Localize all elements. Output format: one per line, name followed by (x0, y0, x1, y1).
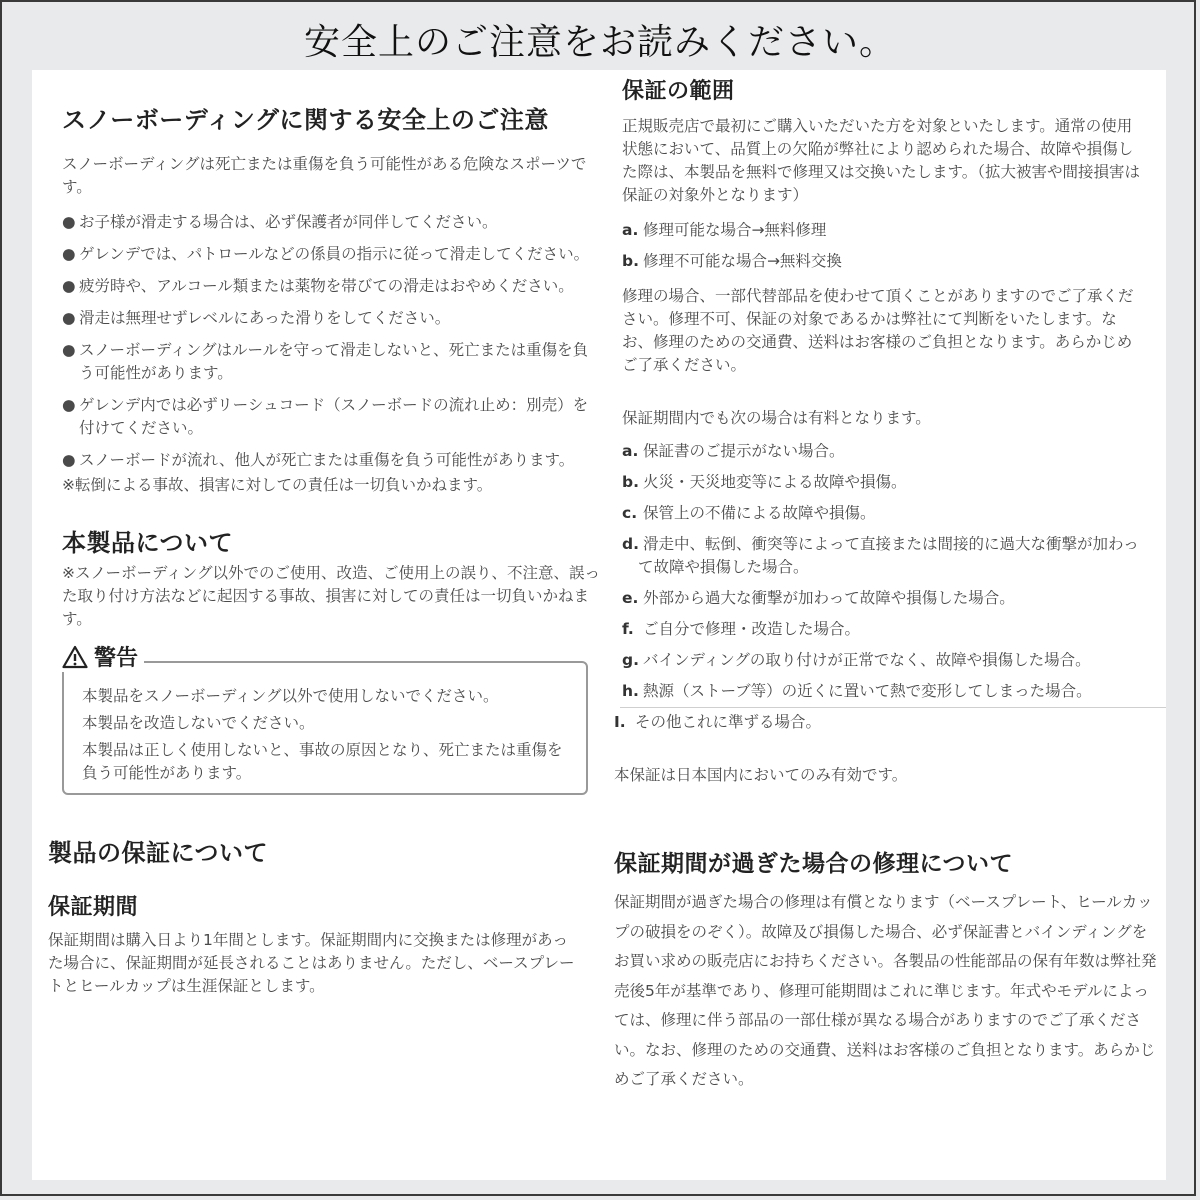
left-column (48, 100, 602, 998)
list-item: a. 保証書のご提示がない場合。 (622, 442, 845, 460)
warning-line: 本製品は正しく使用しないと、事故の原因となり、死亡または重傷を負う可能性があります。 (82, 741, 563, 782)
list-item: b. 修理不可能な場合→無料交換 (622, 252, 842, 270)
list-item: ● 滑走は無理せずレベルにあった滑りをしてください。 (62, 309, 451, 327)
guarantee-heading: 製品の保証について (48, 839, 269, 867)
list-item: h. 熱源（ストーブ等）の近くに置いて熱で変形してしまった場合。 (622, 682, 1092, 700)
scope-heading: 保証の範囲 (622, 79, 735, 104)
list-item: ● 疲労時や、アルコール類または薬物を帯びての滑走はおやめください。 (62, 277, 574, 295)
list-item: b. 火災・天災地変等による故障や損傷。 (622, 473, 907, 491)
period-heading: 保証期間 (48, 895, 139, 920)
period-text: 保証期間は購入日より1年間とします。保証期間内に交換または修理があった場合に、保証期間が延長されることはありません。ただし、ベースプレートとヒールカップは生涯保証とします。 (48, 931, 575, 995)
list-item: c. 保管上の不備による故障や損傷。 (622, 504, 876, 522)
list-item: ● スノーボーディングはルールを守って滑走しないと、死亡または重傷を負う可能性があります。 (62, 341, 589, 382)
snow-safety-list (62, 211, 602, 472)
list-item: a. 修理可能な場合→無料修理 (622, 221, 827, 239)
liability-note: ※転倒による事故、損害に対しての責任は一切負いかねます。 (62, 476, 493, 494)
list-item: ● ゲレンデ内では必ずリーシュコード（スノーボードの流れ止め：別売）を付けてください。 (62, 396, 589, 437)
list-item: d. 滑走中、転倒、衝突等によって直接または間接的に過大な衝撃が加わって故障や損傷した場合。 (622, 535, 1139, 576)
list-item: I. その他これに準ずる場合。 (614, 713, 821, 731)
scope-options (622, 219, 1160, 273)
warning-title: 警告 (94, 646, 139, 671)
divider-line (620, 707, 1166, 708)
document-sheet (32, 70, 1166, 1180)
repair-text: 修理の場合、一部代替部品を使わせて頂くことがありますのでご了承ください。修理不可、保証の対象であるかは弊社にて判断をいたします。なお、修理のための交通費、送料はお客様のご負担となります。あらかじめご了承ください。 (622, 287, 1134, 374)
list-item: ● ゲレンデでは、パトロールなどの係員の指示に従って滑走してください。 (62, 245, 590, 263)
warning-header (56, 641, 144, 672)
page-title: 安全上のご注意をお読みください。 (303, 22, 896, 63)
paid-cases-list (614, 440, 1142, 734)
domestic-note: 本保証は日本国内においてのみ有効です。 (614, 766, 908, 784)
right-column (614, 70, 1160, 1095)
warning-line: 本製品を改造しないでください。 (82, 714, 315, 732)
product-text: ※スノーボーディング以外でのご使用、改造、ご使用上の誤り、不注意、誤った取り付け方法などに起因する事故、損害に対しての責任は一切負いかねます。 (62, 564, 600, 628)
warning-triangle-icon (62, 645, 88, 669)
snow-safety-heading: スノーボーディングに関する安全上のご注意 (62, 106, 549, 134)
list-item: e. 外部から過大な衝撃が加わって故障や損傷した場合。 (622, 589, 1015, 607)
list-item: g. バインディングの取り付けが正常でなく、故障や損傷した場合。 (622, 651, 1091, 669)
list-item: ● お子様が滑走する場合は、必ず保護者が同伴してください。 (62, 213, 498, 231)
after-period-text: 保証期間が過ぎた場合の修理は有償となります（ベースプレート、ヒールカップの破損をのぞく）。故障及び損傷した場合、必ず保証書とバインディングをお買い求めの販売店にお持ちください。各製品の性能部品の保有年数は弊社発売後5年が基準であり、修理可能期間はこれに準じます。年式やモデルによっては、修理に伴う部品の一部仕様が異なる場合がありますのでご了承ください。なお、修理のための交通費、送料はお客様のご負担となります。あらかじめご了承ください。 (614, 893, 1157, 1088)
after-period-heading: 保証期間が過ぎた場合の修理について (614, 851, 1014, 877)
list-item: ● スノーボードが流れ、他人が死亡または重傷を負う可能性があります。 (62, 451, 575, 469)
list-item: f. ご自分で修理・改造した場合。 (622, 620, 860, 638)
warning-line: 本製品をスノーボーディング以外で使用しないでください。 (82, 687, 499, 705)
product-heading: 本製品について (62, 529, 234, 557)
snow-intro: スノーボーディングは死亡または重傷を負う可能性がある危険なスポーツです。 (62, 155, 587, 196)
warning-box (62, 646, 588, 795)
paid-intro: 保証期間内でも次の場合は有料となります。 (622, 409, 931, 427)
scope-text: 正規販売店で最初にご購入いただいた方を対象といたします。通常の使用状態において、品質上の欠陥が弊社により認められた場合、故障や損傷した際は、本製品を無料で修理又は交換いたします。（拡大被害や間接損害は保証の対象外となります） (622, 117, 1141, 204)
